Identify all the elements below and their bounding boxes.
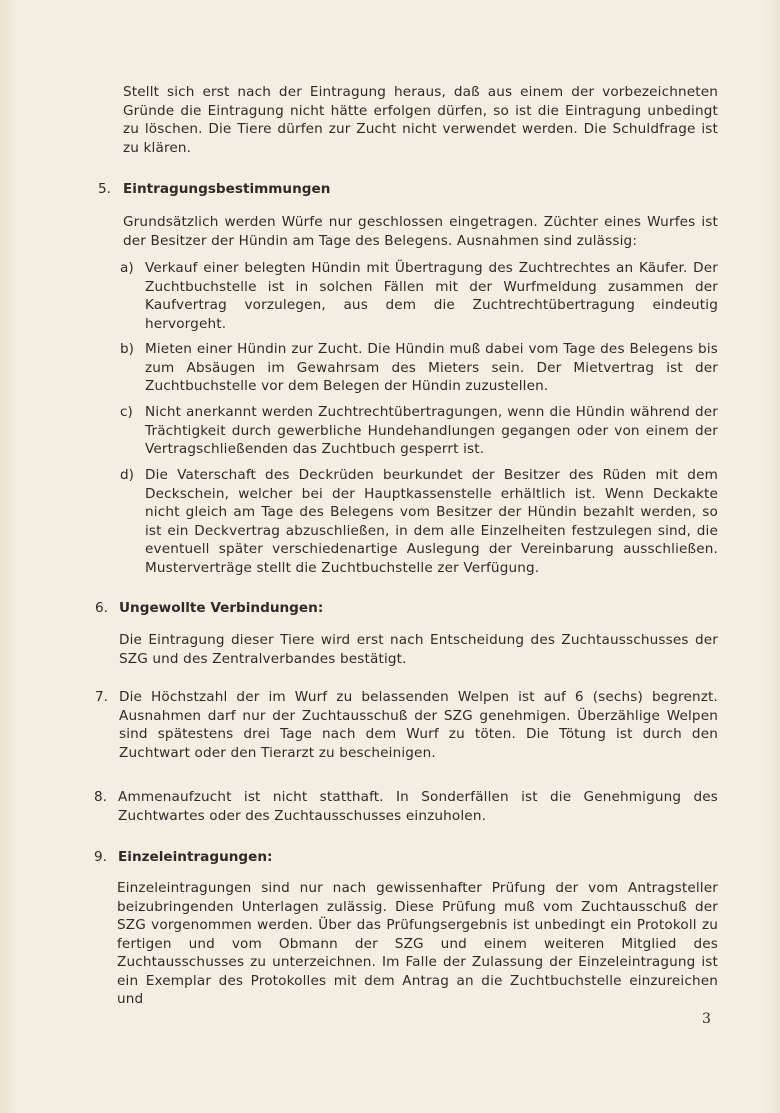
section-6-number: 6. xyxy=(95,600,108,616)
section-9-number: 9. xyxy=(94,849,107,865)
section-7-number: 7. xyxy=(95,689,108,705)
section-5-text: Grundsätzlich werden Würfe nur geschlossen eingetragen. Züchter eines Wurfes ist der Besitzer der Hündin am Tage des Belegens. Ausnahmen sind zulässig: xyxy=(123,214,718,249)
section-5-item-d-text: Die Vaterschaft des Deckrüden beurkundet der Besitzer des Rüden mit dem Deckschein, welcher bei der Hauptkassenstelle erhältlich ist. Wenn Deckakte nicht gleich am Tage des Belegens vom Besitzer der Hündin bezahlt werden, so ist ein Deckvertrag abzuschließen, in dem alle Einzelheiten festzulegen sind, die eventuell später verschiedenartige Auslegung der Vereinbarung ausschließen. Musterverträge stellt die Zuchtbuchstelle zer Verfügung. xyxy=(145,467,718,576)
intro-paragraph: Stellt sich erst nach der Eintragung heraus, daß aus einem der vorbezeichneten Gründe die Eintragung nicht hätte erfolgen dürfen, so ist die Eintragung unbedingt zu löschen. Die Tiere dürfen zur Zucht nicht verwendet werden. Die Schuldfrage ist zu klären. xyxy=(123,84,718,156)
section-5-number: 5. xyxy=(98,181,111,197)
section-5-title: Eintragungsbestimmungen xyxy=(123,181,331,197)
section-8-text: Ammenaufzucht ist nicht statthaft. In Sonderfällen ist die Genehmigung des Zuchtwartes oder des Zuchtausschusses einzuholen. xyxy=(118,789,718,824)
page-number: 3 xyxy=(702,1011,711,1027)
section-7-text: Die Höchstzahl der im Wurf zu belassenden Welpen ist auf 6 (sechs) begrenzt. Ausnahmen darf nur der Zuchtausschuß der SZG genehmigen. Überzählige Welpen sind spätestens drei Tage nach dem Wurf zu töten. Die Tötung ist durch den Zuchtwart oder den Tierarzt zu bescheinigen. xyxy=(119,689,718,761)
section-9-title: Einzeleintragungen: xyxy=(118,849,273,865)
section-5-item-c-text: Nicht anerkannt werden Zuchtrechtübertragungen, wenn die Hündin während der Trächtigkeit durch gewerbliche Hundehandlungen gegangen oder von einem der Vertragschließenden das Zuchtbuch gesperrt ist. xyxy=(145,404,718,457)
section-5-item-b-text: Mieten einer Hündin zur Zucht. Die Hündin muß dabei vom Tage des Belegens bis zum Absäugen im Gewahrsam des Mieters sein. Der Mietvertrag ist der Zuchtbuchstelle vor dem Belegen der Hündin zuzustellen. xyxy=(145,341,718,394)
section-5-item-c-label: c) xyxy=(120,404,133,420)
section-6-text: Die Eintragung dieser Tiere wird erst nach Entscheidung des Zuchtausschusses der SZG und des Zentralverbandes bestätigt. xyxy=(119,632,718,667)
section-5-item-a-text: Verkauf einer belegten Hündin mit Übertragung des Zuchtrechtes an Käufer. Der Zuchtbuchstelle ist in solchen Fällen mit der Wurfmeldung zusammen der Kaufvertrag vorzulegen, aus dem die Zuchtrechtübertragung eindeutig hervorgeht. xyxy=(145,260,718,332)
section-5-item-d-label: d) xyxy=(120,467,134,483)
section-6-title: Ungewollte Verbindungen: xyxy=(119,600,324,616)
section-5-item-b-label: b) xyxy=(120,341,134,357)
section-5-item-a-label: a) xyxy=(120,260,134,276)
section-9-text: Einzeleintragungen sind nur nach gewissenhafter Prüfung der vom Antragsteller beizubringenden Unterlagen zulässig. Diese Prüfung muß vom Zuchtausschuß der SZG vorgenommen werden. Über das Prüfungsergebnis ist unbedingt ein Protokoll zu fertigen und vom Obmann der SZG und einem weiteren Mitglied des Zuchtausschusses zu unterzeichnen. Im Falle der Zulassung der Einzeleintragung ist ein Exemplar des Protokolles mit dem Antrag an die Zuchtbuchstelle einzureichen und xyxy=(117,880,718,1007)
section-8-number: 8. xyxy=(94,789,107,805)
